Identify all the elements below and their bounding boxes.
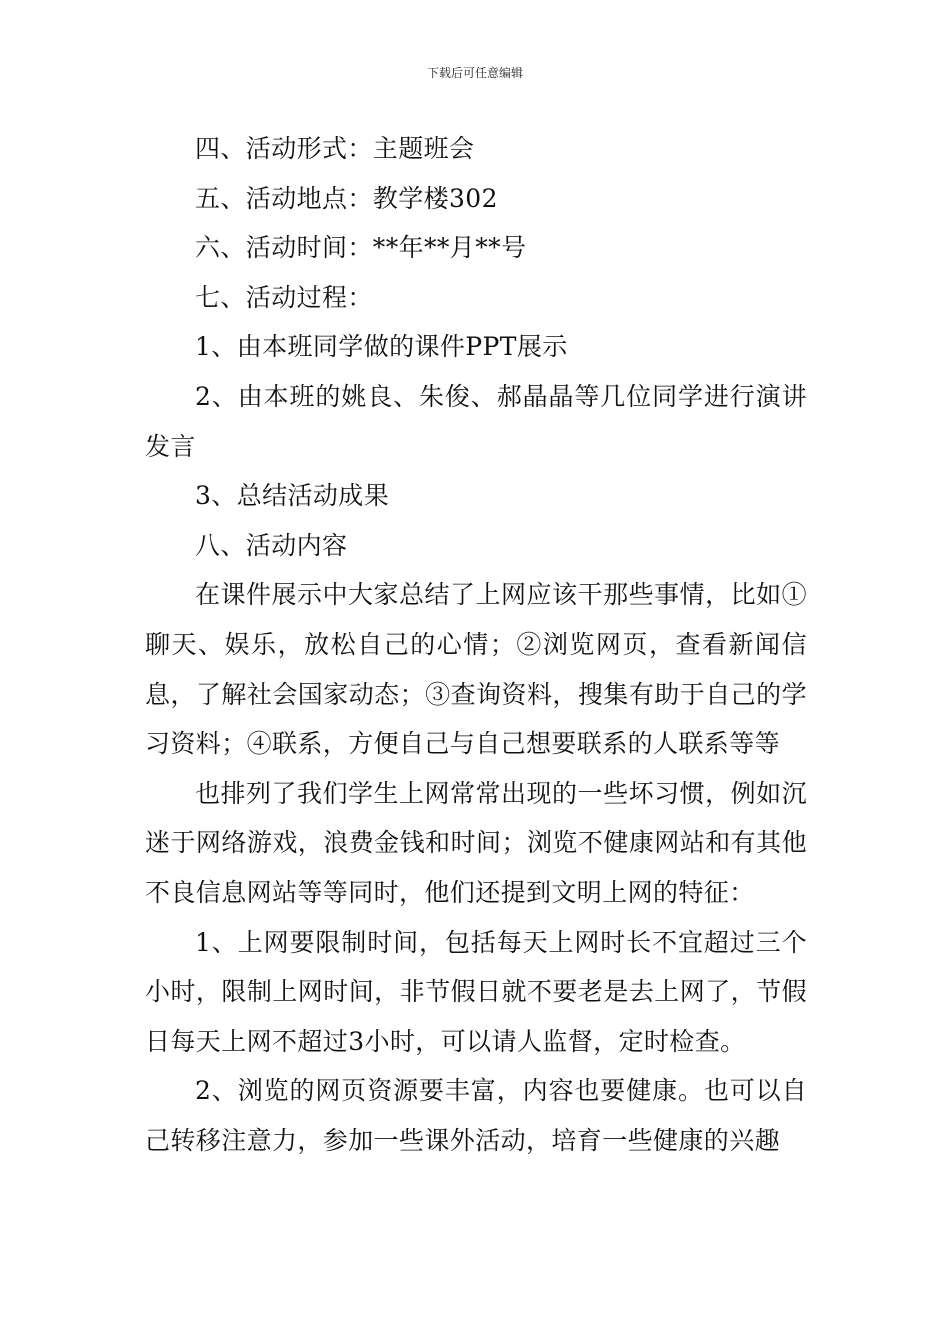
paragraph-content-summary: 在课件展示中大家总结了上网应该干那些事情，比如①聊天、娱乐，放松自己的心情；②浏览网页，查看新闻信息，了解社会国家动态；③查询资料，搜集有助于自己的学习资料；④联系，方便自己与自己想要联系的人联系等等 — [145, 580, 807, 759]
document-body — [145, 124, 807, 1165]
paragraph-rule-2: 2、浏览的网页资源要丰富，内容也要健康。也可以自己转移注意力，参加一些课外活动，培育一些健康的兴趣 — [145, 1076, 807, 1155]
paragraph-process-step-2: 2、由本班的姚良、朱俊、郝晶晶等几位同学进行演讲发言 — [145, 381, 807, 461]
paragraph-activity-content: 八、活动内容 — [195, 530, 348, 560]
paragraph-bad-habits: 也排列了我们学生上网常常出现的一些坏习惯，例如沉迷于网络游戏，浪费金钱和时间；浏览不健康网站和有其他不良信息网站等等同时，他们还提到文明上网的特征： — [145, 778, 807, 907]
paragraph-activity-location: 五、活动地点：教学楼302 — [195, 183, 498, 213]
paragraph-activity-process: 七、活动过程： — [195, 282, 373, 312]
paragraph-process-step-1: 1、由本班同学做的课件PPT展示 — [195, 332, 568, 362]
page-header: 下载后可任意编辑 — [426, 66, 523, 80]
paragraph-activity-form: 四、活动形式：主题班会 — [195, 134, 475, 163]
paragraph-process-step-3: 3、总结活动成果 — [195, 481, 390, 511]
paragraph-activity-time: 六、活动时间：**年**月**号 — [195, 233, 527, 263]
paragraph-rule-1: 1、上网要限制时间，包括每天上网时长不宜超过三个小时，限制上网时间，非节假日就不要老是去上网了，节假日每天上网不超过3小时，可以请人监督，定时检查。 — [145, 927, 807, 1056]
